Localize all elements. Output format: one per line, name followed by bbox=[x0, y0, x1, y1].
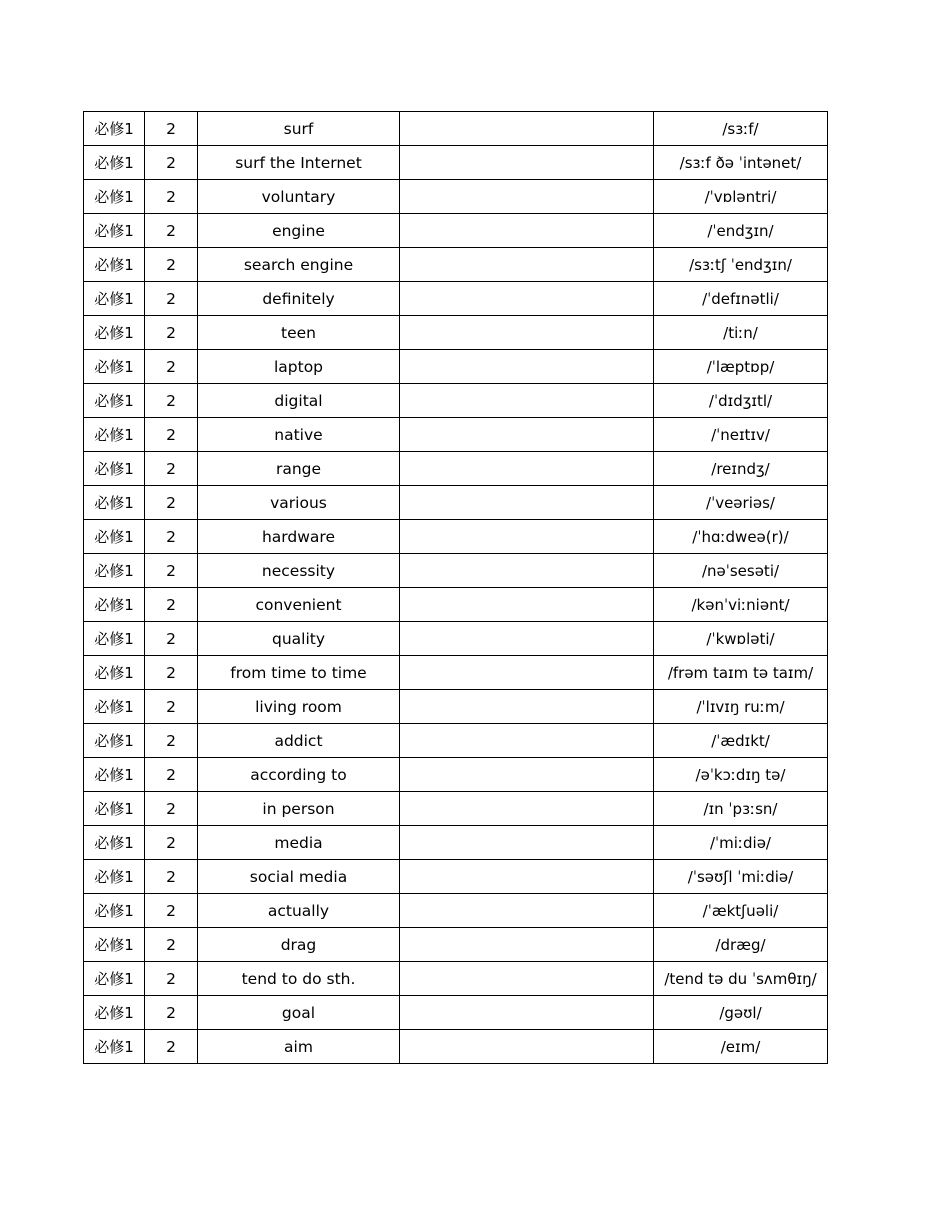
book-cell: 必修1 bbox=[84, 214, 145, 248]
meaning-cell bbox=[400, 452, 654, 486]
book-cell: 必修1 bbox=[84, 112, 145, 146]
table-row bbox=[84, 1030, 828, 1064]
meaning-cell bbox=[400, 928, 654, 962]
phonetic-cell: /ˈsəʊʃl ˈmiːdiə/ bbox=[654, 860, 828, 894]
book-cell: 必修1 bbox=[84, 962, 145, 996]
unit-cell: 2 bbox=[145, 588, 198, 622]
book-cell: 必修1 bbox=[84, 248, 145, 282]
book-cell: 必修1 bbox=[84, 792, 145, 826]
table-row bbox=[84, 894, 828, 928]
phonetic-cell: /sɜːf ðə ˈintənet/ bbox=[654, 146, 828, 180]
word-cell: surf bbox=[198, 112, 400, 146]
phonetic-cell: /ˈmiːdiə/ bbox=[654, 826, 828, 860]
book-cell: 必修1 bbox=[84, 418, 145, 452]
word-cell: tend to do sth. bbox=[198, 962, 400, 996]
meaning-cell bbox=[400, 520, 654, 554]
table-row bbox=[84, 384, 828, 418]
meaning-cell bbox=[400, 656, 654, 690]
table-row bbox=[84, 418, 828, 452]
unit-cell: 2 bbox=[145, 1030, 198, 1064]
word-cell: necessity bbox=[198, 554, 400, 588]
word-cell: range bbox=[198, 452, 400, 486]
meaning-cell bbox=[400, 214, 654, 248]
unit-cell: 2 bbox=[145, 350, 198, 384]
table-row bbox=[84, 758, 828, 792]
word-cell: definitely bbox=[198, 282, 400, 316]
phonetic-cell: /ˈhɑːdweə(r)/ bbox=[654, 520, 828, 554]
word-cell: convenient bbox=[198, 588, 400, 622]
word-cell: aim bbox=[198, 1030, 400, 1064]
word-cell: surf the Internet bbox=[198, 146, 400, 180]
book-cell: 必修1 bbox=[84, 146, 145, 180]
table-row bbox=[84, 214, 828, 248]
word-cell: digital bbox=[198, 384, 400, 418]
table-row bbox=[84, 554, 828, 588]
book-cell: 必修1 bbox=[84, 894, 145, 928]
unit-cell: 2 bbox=[145, 248, 198, 282]
unit-cell: 2 bbox=[145, 282, 198, 316]
table-row bbox=[84, 588, 828, 622]
book-cell: 必修1 bbox=[84, 452, 145, 486]
word-cell: from time to time bbox=[198, 656, 400, 690]
word-cell: quality bbox=[198, 622, 400, 656]
meaning-cell bbox=[400, 180, 654, 214]
book-cell: 必修1 bbox=[84, 758, 145, 792]
word-cell: voluntary bbox=[198, 180, 400, 214]
book-cell: 必修1 bbox=[84, 656, 145, 690]
table-row bbox=[84, 962, 828, 996]
word-cell: search engine bbox=[198, 248, 400, 282]
table-row bbox=[84, 826, 828, 860]
word-cell: actually bbox=[198, 894, 400, 928]
unit-cell: 2 bbox=[145, 554, 198, 588]
unit-cell: 2 bbox=[145, 826, 198, 860]
meaning-cell bbox=[400, 282, 654, 316]
table-row bbox=[84, 996, 828, 1030]
meaning-cell bbox=[400, 1030, 654, 1064]
meaning-cell bbox=[400, 690, 654, 724]
word-cell: according to bbox=[198, 758, 400, 792]
book-cell: 必修1 bbox=[84, 350, 145, 384]
unit-cell: 2 bbox=[145, 962, 198, 996]
phonetic-cell: /ɪn ˈpɜːsn/ bbox=[654, 792, 828, 826]
book-cell: 必修1 bbox=[84, 724, 145, 758]
book-cell: 必修1 bbox=[84, 622, 145, 656]
book-cell: 必修1 bbox=[84, 1030, 145, 1064]
unit-cell: 2 bbox=[145, 180, 198, 214]
meaning-cell bbox=[400, 860, 654, 894]
unit-cell: 2 bbox=[145, 758, 198, 792]
word-cell: media bbox=[198, 826, 400, 860]
table-row bbox=[84, 860, 828, 894]
phonetic-cell: /nəˈsesəti/ bbox=[654, 554, 828, 588]
word-cell: engine bbox=[198, 214, 400, 248]
unit-cell: 2 bbox=[145, 928, 198, 962]
word-cell: laptop bbox=[198, 350, 400, 384]
book-cell: 必修1 bbox=[84, 826, 145, 860]
word-cell: drag bbox=[198, 928, 400, 962]
word-cell: social media bbox=[198, 860, 400, 894]
phonetic-cell: /ˈæktʃuəli/ bbox=[654, 894, 828, 928]
phonetic-cell: /ˈvɒləntri/ bbox=[654, 180, 828, 214]
table-row bbox=[84, 350, 828, 384]
phonetic-cell: /ˈendʒɪn/ bbox=[654, 214, 828, 248]
table-row bbox=[84, 282, 828, 316]
phonetic-cell: /reɪndʒ/ bbox=[654, 452, 828, 486]
meaning-cell bbox=[400, 894, 654, 928]
table-row bbox=[84, 520, 828, 554]
book-cell: 必修1 bbox=[84, 384, 145, 418]
meaning-cell bbox=[400, 248, 654, 282]
word-cell: goal bbox=[198, 996, 400, 1030]
unit-cell: 2 bbox=[145, 146, 198, 180]
meaning-cell bbox=[400, 384, 654, 418]
unit-cell: 2 bbox=[145, 316, 198, 350]
meaning-cell bbox=[400, 826, 654, 860]
unit-cell: 2 bbox=[145, 656, 198, 690]
meaning-cell bbox=[400, 486, 654, 520]
phonetic-cell: /frəm taɪm tə taɪm/ bbox=[654, 656, 828, 690]
word-cell: living room bbox=[198, 690, 400, 724]
phonetic-cell: /eɪm/ bbox=[654, 1030, 828, 1064]
phonetic-cell: /tend tə du ˈsʌmθɪŋ/ bbox=[654, 962, 828, 996]
unit-cell: 2 bbox=[145, 622, 198, 656]
meaning-cell bbox=[400, 996, 654, 1030]
book-cell: 必修1 bbox=[84, 690, 145, 724]
book-cell: 必修1 bbox=[84, 316, 145, 350]
table-row bbox=[84, 656, 828, 690]
table-row bbox=[84, 112, 828, 146]
table-row bbox=[84, 928, 828, 962]
phonetic-cell: /ˈædɪkt/ bbox=[654, 724, 828, 758]
meaning-cell bbox=[400, 316, 654, 350]
meaning-cell bbox=[400, 962, 654, 996]
phonetic-cell: /tiːn/ bbox=[654, 316, 828, 350]
book-cell: 必修1 bbox=[84, 928, 145, 962]
book-cell: 必修1 bbox=[84, 588, 145, 622]
phonetic-cell: /gəʊl/ bbox=[654, 996, 828, 1030]
unit-cell: 2 bbox=[145, 860, 198, 894]
vocabulary-table bbox=[83, 111, 828, 1064]
meaning-cell bbox=[400, 792, 654, 826]
phonetic-cell: /dræg/ bbox=[654, 928, 828, 962]
phonetic-cell: /ˈkwɒləti/ bbox=[654, 622, 828, 656]
meaning-cell bbox=[400, 418, 654, 452]
book-cell: 必修1 bbox=[84, 996, 145, 1030]
meaning-cell bbox=[400, 588, 654, 622]
table-row bbox=[84, 316, 828, 350]
phonetic-cell: /əˈkɔːdɪŋ tə/ bbox=[654, 758, 828, 792]
table-row bbox=[84, 486, 828, 520]
phonetic-cell: /ˈneɪtɪv/ bbox=[654, 418, 828, 452]
unit-cell: 2 bbox=[145, 894, 198, 928]
unit-cell: 2 bbox=[145, 486, 198, 520]
phonetic-cell: /ˈlæptɒp/ bbox=[654, 350, 828, 384]
phonetic-cell: /kənˈviːniənt/ bbox=[654, 588, 828, 622]
meaning-cell bbox=[400, 724, 654, 758]
phonetic-cell: /ˈlɪvɪŋ ruːm/ bbox=[654, 690, 828, 724]
phonetic-cell: /ˈveəriəs/ bbox=[654, 486, 828, 520]
unit-cell: 2 bbox=[145, 452, 198, 486]
unit-cell: 2 bbox=[145, 520, 198, 554]
table-row bbox=[84, 180, 828, 214]
meaning-cell bbox=[400, 554, 654, 588]
phonetic-cell: /sɜːf/ bbox=[654, 112, 828, 146]
unit-cell: 2 bbox=[145, 418, 198, 452]
table-row bbox=[84, 792, 828, 826]
unit-cell: 2 bbox=[145, 214, 198, 248]
meaning-cell bbox=[400, 112, 654, 146]
word-cell: addict bbox=[198, 724, 400, 758]
word-cell: native bbox=[198, 418, 400, 452]
table-row bbox=[84, 452, 828, 486]
table-row bbox=[84, 146, 828, 180]
meaning-cell bbox=[400, 350, 654, 384]
unit-cell: 2 bbox=[145, 996, 198, 1030]
book-cell: 必修1 bbox=[84, 520, 145, 554]
phonetic-cell: /sɜːtʃ ˈendʒɪn/ bbox=[654, 248, 828, 282]
book-cell: 必修1 bbox=[84, 554, 145, 588]
book-cell: 必修1 bbox=[84, 282, 145, 316]
vocabulary-table-body bbox=[84, 112, 828, 1064]
word-cell: various bbox=[198, 486, 400, 520]
meaning-cell bbox=[400, 622, 654, 656]
table-row bbox=[84, 248, 828, 282]
unit-cell: 2 bbox=[145, 112, 198, 146]
meaning-cell bbox=[400, 758, 654, 792]
book-cell: 必修1 bbox=[84, 180, 145, 214]
table-row bbox=[84, 622, 828, 656]
word-cell: in person bbox=[198, 792, 400, 826]
unit-cell: 2 bbox=[145, 384, 198, 418]
word-cell: teen bbox=[198, 316, 400, 350]
meaning-cell bbox=[400, 146, 654, 180]
word-cell: hardware bbox=[198, 520, 400, 554]
table-row bbox=[84, 690, 828, 724]
unit-cell: 2 bbox=[145, 690, 198, 724]
unit-cell: 2 bbox=[145, 724, 198, 758]
unit-cell: 2 bbox=[145, 792, 198, 826]
book-cell: 必修1 bbox=[84, 860, 145, 894]
phonetic-cell: /ˈdefɪnətli/ bbox=[654, 282, 828, 316]
book-cell: 必修1 bbox=[84, 486, 145, 520]
phonetic-cell: /ˈdɪdʒɪtl/ bbox=[654, 384, 828, 418]
table-row bbox=[84, 724, 828, 758]
